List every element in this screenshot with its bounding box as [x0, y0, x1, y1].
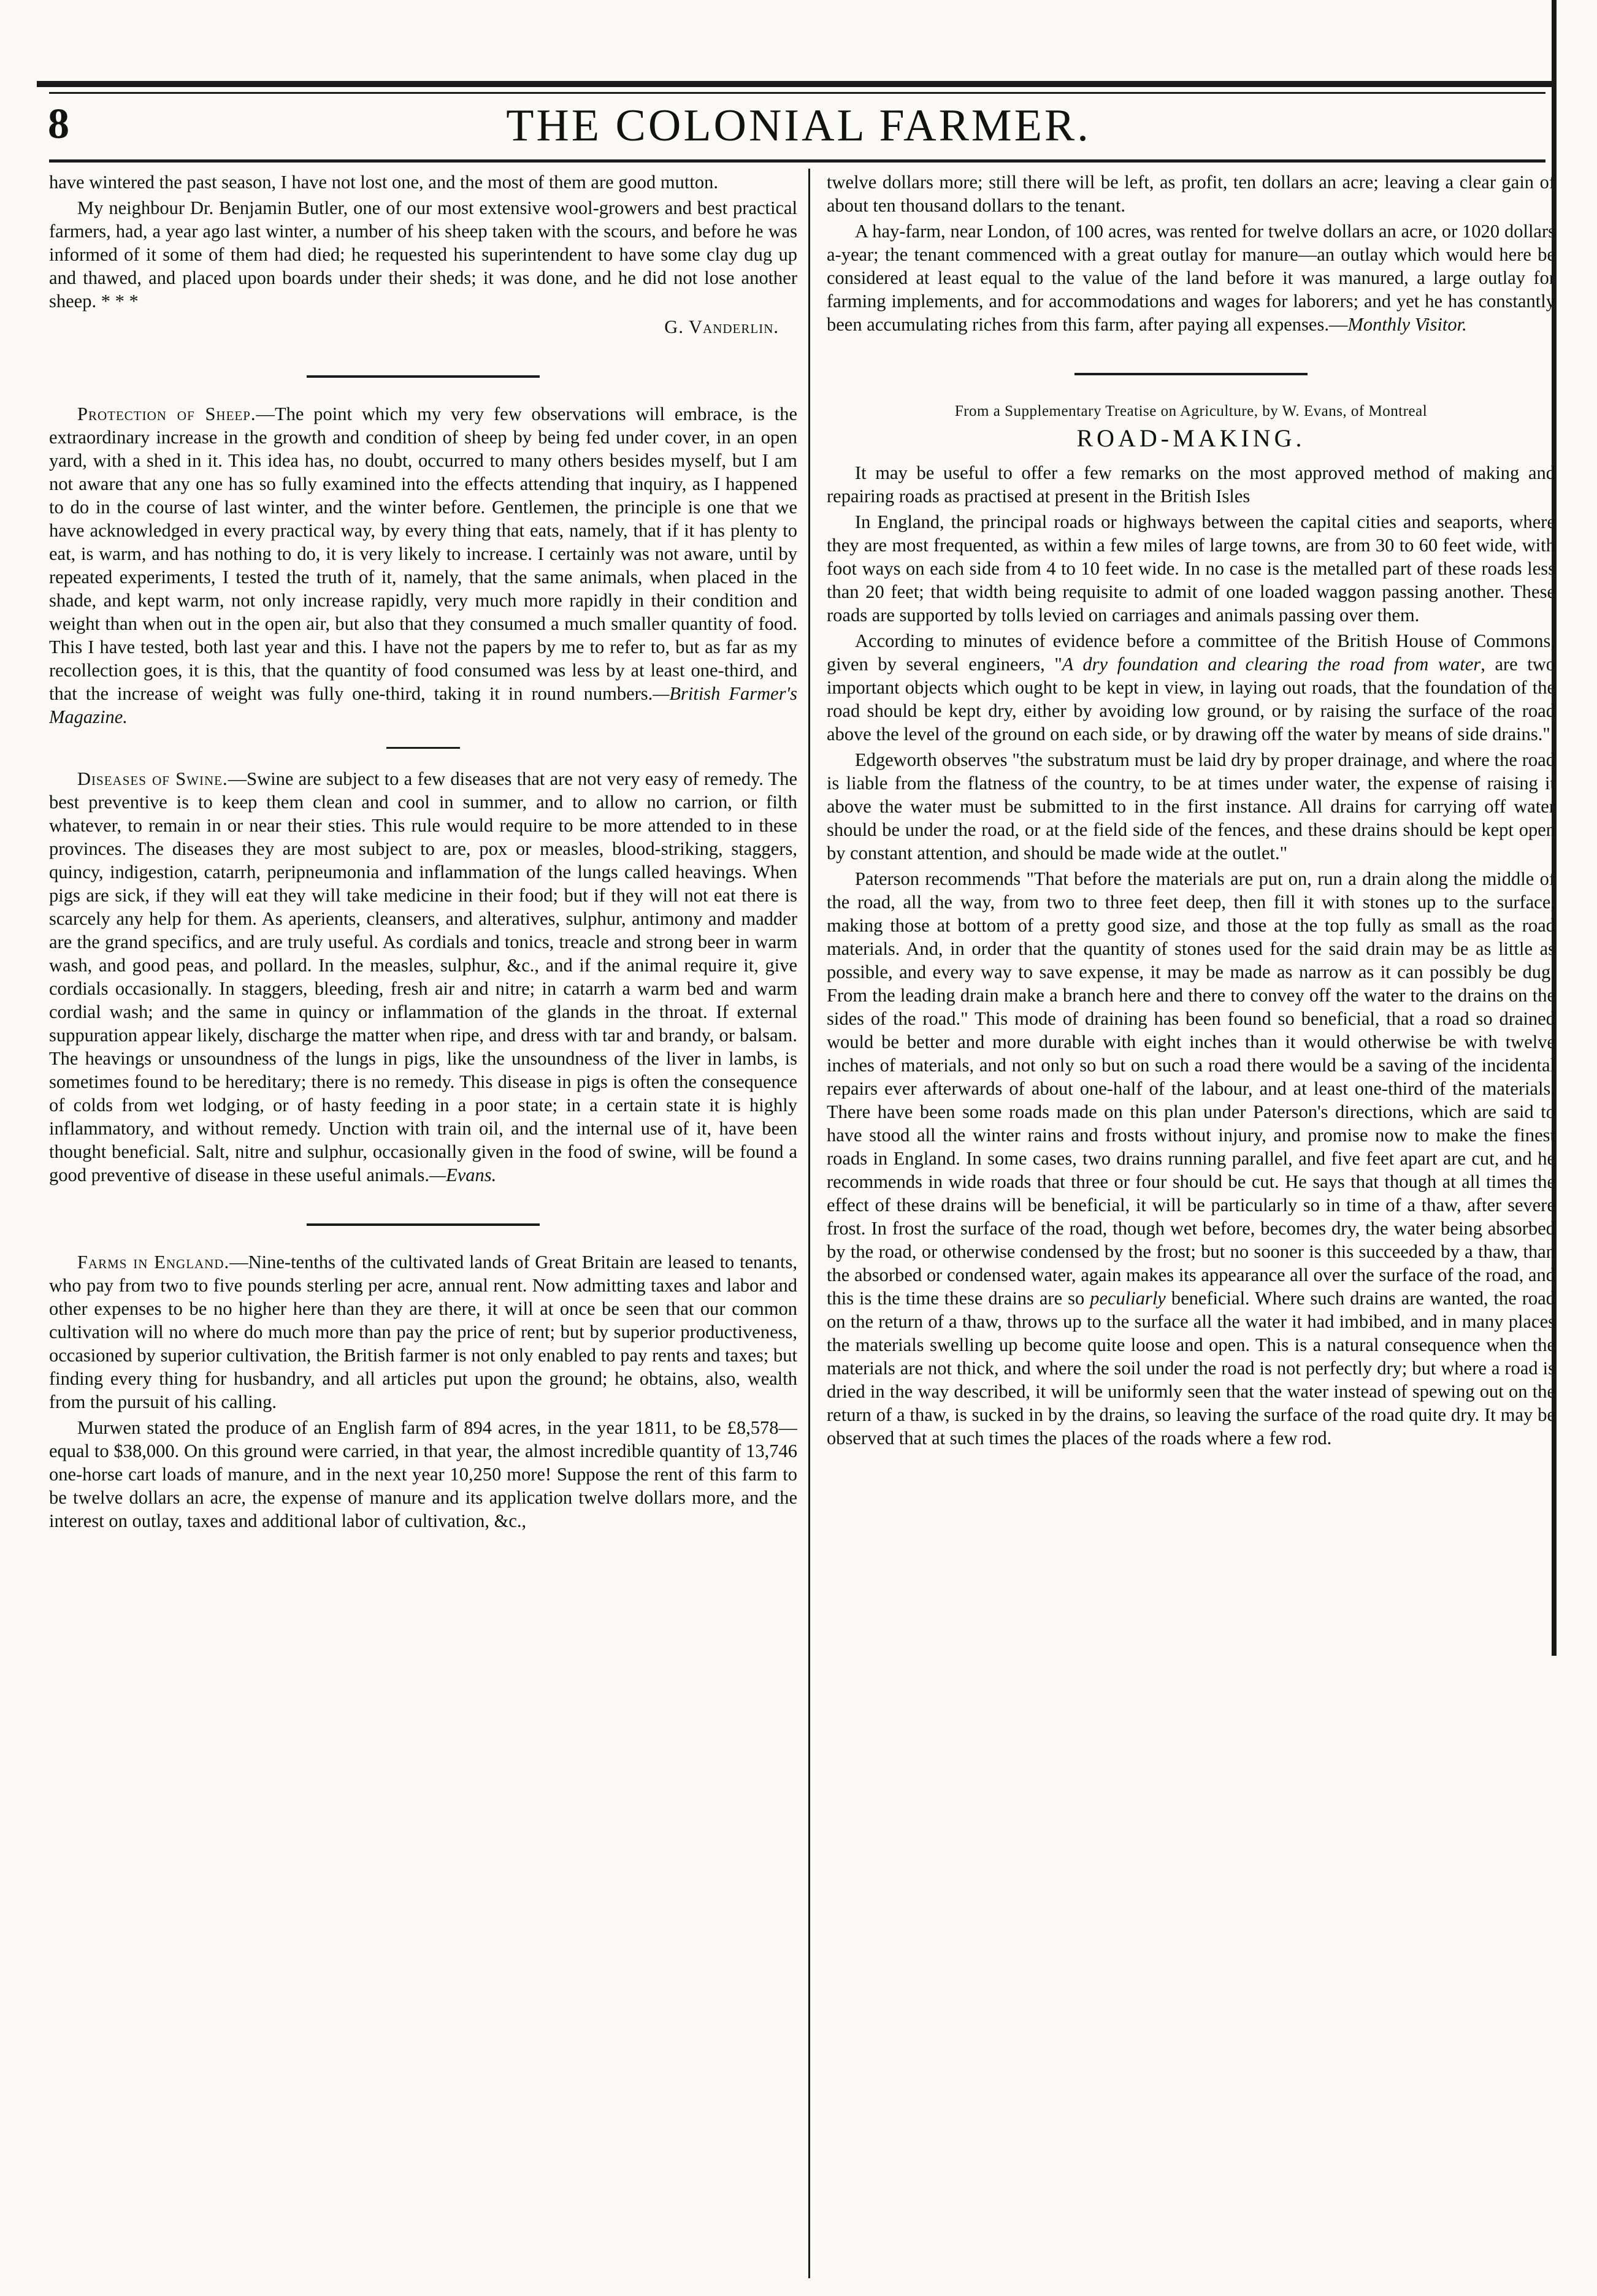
article-source: Monthly Visitor.	[1347, 314, 1467, 335]
road-paragraph: In England, the principal roads or highways between the capital cities and seaports, where they are most frequented, as within a few miles of large towns, are from 30 to 60 feet wide, with foot ways on each side from 4 to 10 feet wide. In no case is the metalled part of these roads less than 20 feet; that width being requisite to admit of one loaded waggon passing another. These roads are supported by tolls levied on carriages and animals passing over them.	[827, 511, 1555, 626]
article-body: —Swine are subject to a few diseases that are not very easy of remedy. The best preventive is to keep them clean and cool in summer, and to allow no carrion, or filth whatever, to remain in or near their sties. This rule would require to be more attended to in these provinces. The diseases they are most subject to are, pox or measles, blood-striking, staggers, quincy, indigestion, catarrh, peripneumonia and inflammation of the lungs called heavings. When pigs are sick, if they will eat they will take medicine in their food; but if they will not eat there is scarcely any help for them. As aperients, cleansers, and alteratives, sulphur, antimony and madder are the grand specifics, and are truly useful. As cordials and tonics, treacle and strong beer in warm wash, and good peas, and pollard. In the measles, sulphur, &c., and if the animal require it, give cordials occasionally. In staggers, bleeding, fresh air and nitre; in catarrh a warm bed and warm cordial wash; and the same in quincy or inflammation of the glands in the throat. If external suppuration appear likely, discharge the matter when ripe, and dress with tar and brandy, or balsam. The heavings or unsoundness of the lungs in pigs, like the unsoundness of the liver in lambs, is sometimes found to be hereditary; there is no remedy. This disease in pigs is often the consequence of colds from wet lodging, or of hasty feeding in a poor state; in a certain state it is highly inflammatory, and without remedy. Unction with train oil, and the internal use of it, have been thought beneficial. Salt, nitre and sulphur, occasionally given in the food of swine, will be found a good preventive of disease in these useful animals.	[49, 768, 797, 1185]
paragraph-text: A hay-farm, near London, of 100 acres, was rented for twelve dollars an acre, or 1020 dollars a-year; the tenant commenced with a great outlay for manure—an outlay which would here be considered at least equal to the value of the land before it was manured, a large outlay for farming implements, and for accommodations and wages for laborers; and yet he has constantly been accumulating riches from this farm, after paying all expenses.—	[827, 221, 1555, 335]
article-body: —Nine-tenths of the cultivated lands of Great Britain are leased to tenants, who pay from two to five pounds sterling per acre, annual rent. Now admitting taxes and labor and other expenses to be no higher here than they are there, it will at once be seen that our common cultivation will no where do much more than pay the price of rent; but by superior productiveness, occasioned by superior cultivation, the British farmer is not only enabled to pay rents and taxes; but finding every thing for husbandry, and all articles put upon the ground; he obtains, also, wealth from the pursuit of his calling.	[49, 1252, 797, 1412]
road-paragraph: It may be useful to offer a few remarks on the most approved method of making and repairing roads as practised at present in the British Isles	[827, 462, 1555, 507]
signature: G. Vanderlin.	[664, 316, 779, 337]
farms-continuation-2	[827, 220, 1555, 336]
article-body: —The point which my very few observations will embrace, is the extraordinary increase in the growth and condition of sheep by being fed under cover, in an open yard, with a shed in it. This idea has, no doubt, occurred to many others besides myself, but I am not aware that any one has so fully examined into the effects attending that inquiry, as I happened to do in the course of last winter, and the winter before. Gentlemen, the principle is one that we have acknowledged in every practical way, by every thing that eats, namely, that if it has plenty to eat, is warm, and has nothing to do, it is very likely to increase. I certainly was not aware, until by repeated experiments, I tested the truth of it, namely, that the same animals, when placed in the shade, and kept warm, not only increase rapidly, very much more rapidly in their condition and weight than when out in the open air, but also that they consumed a much smaller quantity of food. This I have tested, both last year and this. I have not the papers by me to refer to, but as far as my recollection goes, it is this, that the quantity of food consumed was less by at least one-third, and that the increase of weight was fully one-third, taking it in round numbers.	[49, 404, 797, 704]
article-source-line: From a Supplementary Treatise on Agriculture, by W. Evans, of Montreal	[954, 403, 1428, 419]
road-paragraph: Edgeworth observes "the substratum must be laid dry by proper drainage, and where the road is liable from the flatness of the country, to be at times under water, the expense of raising it above the water must be submitted to in the first instance. All drains for carrying off water should be under the road, or at the field side of the fences, and these drains should be kept open by constant attention, and should be made wide at the outlet."	[827, 749, 1555, 863]
paragraph-text: According to minutes of evidence before a committee of the British House of Commons, given by several engineers, "	[827, 630, 1555, 675]
page-number: 8	[48, 101, 69, 148]
article-farms-in-england	[49, 1250, 797, 1414]
section-rule	[307, 375, 540, 378]
article-diseases-of-swine	[49, 767, 797, 1187]
section-rule	[307, 1223, 540, 1226]
paragraph-emphasis: peculiarly	[1090, 1288, 1166, 1309]
right-column	[827, 170, 1555, 2280]
paragraph-text: , are two important objects which ought to be kept in view, in laying out roads, that the foundation of the road should be kept dry, either by avoiding low ground, or by raising the surface of the road above the level of the ground on each side, or by drawing off the water by means of side drains."	[827, 654, 1555, 744]
road-paragraph	[827, 867, 1555, 1450]
paragraph-emphasis: A dry foundation and clearing the road from water	[1062, 654, 1481, 675]
left-column	[49, 170, 797, 2280]
masthead-rule-bottom	[49, 159, 1545, 163]
article-source: —British Farmer's Magazine.	[49, 683, 797, 727]
section-rule	[386, 747, 460, 749]
article-heading: Diseases of Swine.	[77, 768, 228, 789]
masthead-rule-thin	[49, 92, 1545, 94]
page-title: THE COLONIAL FARMER.	[506, 101, 1091, 151]
sheep-continuation-2: My neighbour Dr. Benjamin Butler, one of our most extensive wool-growers and best practical farmers, had, a year ago last winter, a number of his sheep taken with the scours, and before he was informed of it some of them had died; he requested his superintendent to have some clay dug up and thawed, and placed upon boards under their sheds; it was done, and he did not lose another sheep. * * *	[49, 197, 797, 312]
article-source: —Evans.	[429, 1165, 497, 1185]
section-rule	[1074, 373, 1308, 375]
road-paragraph	[827, 629, 1555, 746]
masthead-rule	[37, 81, 1552, 87]
sheep-continuation: have wintered the past season, I have not lost one, and the most of them are good mutton.	[49, 172, 718, 193]
article-heading: Farms in England.	[77, 1252, 230, 1272]
article-farms-in-england-2: Murwen stated the produce of an English farm of 894 acres, in the year 1811, to be £8,578—equal to $38,000. On this ground were carried, in that year, the almost incredible quantity of 13,746 one-horse cart loads of manure, and in the next year 10,250 more! Suppose the rent of this farm to be twelve dollars an acre, the expense of manure and its application twelve dollars more, and the interest on outlay, taxes and additional labor of cultivation, &c.,	[49, 1417, 797, 1531]
article-protection-of-sheep	[49, 402, 797, 729]
article-heading-road-making: ROAD-MAKING.	[1076, 424, 1306, 452]
column-divider	[808, 169, 810, 2278]
article-heading: Protection of Sheep.	[77, 404, 256, 424]
farms-continuation: twelve dollars more; still there will be left, as profit, ten dollars an acre; leaving a clear gain of about ten thousand dollars to the tenant.	[827, 172, 1555, 216]
paragraph-text: beneficial. Where such drains are wanted, the road on the return of a thaw, throws up to the surface all the water it had imbibed, and in many places the materials swelling up become quite loose and open. This is a natural consequence when the materials are not thick, and where the soil under the road is not perfectly dry; but where a road is dried in the way described, it will be uniformly seen that the water instead of spewing out on the return of a thaw, is sucked in by the drains, so leaving the surface of the road quite dry. It may be observed that at such times the places of the roads where a few rod.	[827, 1288, 1555, 1448]
paragraph-text: Paterson recommends "That before the materials are put on, run a drain along the middle of the road, all the way, from two to three feet deep, then fill it with stones up to the surface, making those at bottom of a pretty good size, and those at the top fully as small as the road materials. And, in order that the quantity of stones used for the said drain may be as little as possible, and every way to save expense, it may be made as narrow as it can possibly be dug. From the leading drain make a branch here and there to convey off the water to the drains on the sides of the road." This mode of draining has been found so beneficial, that a road so drained would be better and more durable with eight inches than it would otherwise be with twelve inches of materials, and not only so but on such a road there would be a saving of the incidental repairs ever afterwards of about one-half of the labour, and at least one-third of the materials. There have been some roads made on this plan under Paterson's directions, which are said to have stood all the winter rains and frosts without injury, and promise now to make the finest roads in England. In some cases, two drains running parallel, and five feet apart are cut, and he recommends in wide roads that three or four should be cut. He says that though at all times the effect of these drains will be beneficial, it will be particularly so in time of a thaw, after severe frost. In frost the surface of the road, though wet before, becomes dry, the water being absorbed by the road, or otherwise condensed by the frost; but no sooner is this succeeded by a thaw, than the absorbed or condensed water, again makes its appearance all over the surface of the road, and this is the time these drains are so	[827, 868, 1555, 1309]
